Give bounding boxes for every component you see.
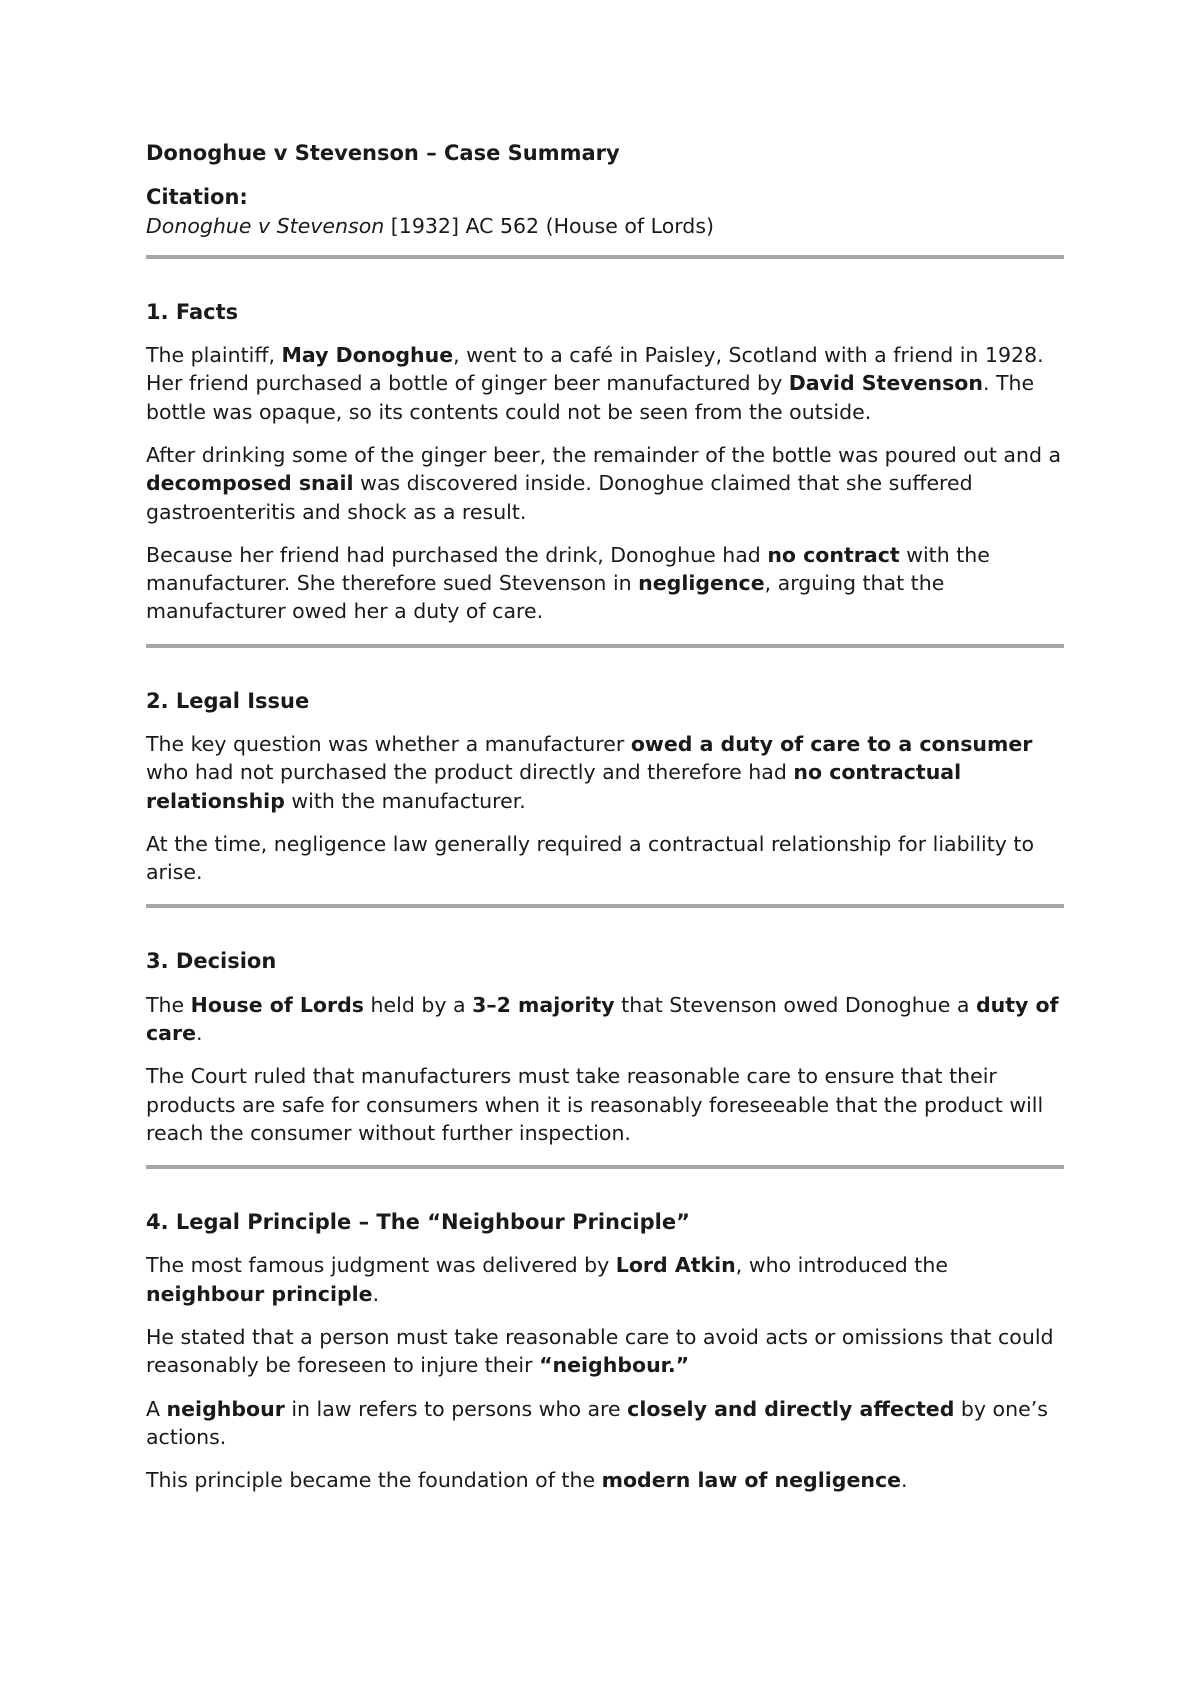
paragraph	[146, 730, 1064, 815]
section-heading: 4. Legal Principle – The “Neighbour Principle”	[146, 1210, 690, 1235]
text-run: At the time, negligence law generally required a contractual relationship for liability to arise.	[146, 831, 1034, 885]
paragraph	[146, 1466, 1064, 1494]
citation-label: Citation:	[146, 185, 248, 210]
text-run: This principle became the foundation of the	[146, 1468, 602, 1493]
paragraph	[146, 991, 1064, 1048]
paragraph	[146, 541, 1064, 626]
text-run: in law refers to persons who are	[284, 1396, 628, 1421]
citation-case-name: Donoghue v Stevenson	[146, 213, 385, 238]
bold-text: duty of care	[146, 992, 1059, 1045]
text-run: .	[196, 1020, 203, 1045]
section-heading: 1. Facts	[146, 299, 239, 324]
section-4	[146, 1209, 1064, 1494]
bold-text: “neighbour.”	[539, 1353, 690, 1378]
text-run: The plaintiff,	[146, 343, 282, 368]
section-divider	[146, 1165, 1064, 1169]
paragraph	[146, 1395, 1064, 1452]
bold-text: no contract	[767, 542, 900, 567]
text-run: .	[901, 1468, 908, 1493]
text-run: A	[146, 1396, 167, 1421]
section-2	[146, 688, 1064, 887]
section-divider	[146, 644, 1064, 648]
text-run: with the manufacturer. She therefore sued Stevenson in	[146, 542, 990, 596]
text-run: , who introduced the	[735, 1253, 948, 1278]
text-run: Because her friend had purchased the drink, Donoghue had	[146, 542, 768, 567]
text-run: .	[372, 1281, 380, 1306]
text-run: , went to a café in Paisley, Scotland with a friend in 1928. Her friend purchased a bottle of ginger beer manufactured by	[146, 343, 1044, 396]
paragraph	[146, 1323, 1064, 1380]
paragraph	[146, 341, 1064, 426]
text-run: The key question was whether a manufacturer	[146, 732, 631, 756]
text-run: was discovered inside. Donoghue claimed that she suffered gastroenteritis and shock as a result.	[146, 471, 973, 524]
bold-text: House of Lords	[190, 992, 365, 1017]
section-divider	[146, 255, 1064, 259]
bold-text: Lord Atkin	[615, 1253, 736, 1278]
text-run: The	[146, 992, 191, 1017]
bold-text: no contractual relationship	[146, 760, 962, 813]
paragraph	[146, 1062, 1064, 1147]
text-run: with the manufacturer.	[284, 788, 526, 813]
section-heading: 3. Decision	[146, 949, 277, 974]
bold-text: neighbour	[166, 1396, 285, 1421]
text-run: held by a	[364, 992, 473, 1017]
section-1	[146, 299, 1064, 626]
document-body	[146, 140, 1064, 1494]
bold-text: closely and directly affected	[627, 1396, 955, 1421]
bold-text: modern law of negligence	[601, 1468, 902, 1493]
sections-container	[146, 299, 1064, 1495]
text-run: He stated that a person must take reasonable care to avoid acts or omissions that could reasonably be foreseen to injure their	[146, 1324, 1054, 1378]
section-divider	[146, 904, 1064, 908]
text-run: After drinking some of the ginger beer, the remainder of the bottle was poured out and a	[146, 443, 1062, 468]
bold-text: neighbour principle	[146, 1281, 373, 1306]
text-run: . The bottle was opaque, so its contents could not be seen from the outside.	[146, 371, 1035, 424]
text-run: that Stevenson owed Donoghue a	[614, 992, 976, 1017]
text-run: who had not purchased the product directly and therefore had	[146, 760, 794, 785]
section-heading: 2. Legal Issue	[146, 688, 310, 713]
citation-reference: [1932] AC 562 (House of Lords)	[384, 213, 714, 238]
paragraph	[146, 830, 1064, 887]
section-3	[146, 948, 1064, 1147]
paragraph	[146, 1251, 1064, 1308]
bold-text: owed a duty of care to a consumer	[630, 732, 1033, 756]
bold-text: negligence	[638, 571, 765, 596]
bold-text: 3–2 majority	[472, 992, 615, 1017]
bold-text: May Donoghue	[281, 343, 454, 368]
text-run: , arguing that the manufacturer owed her a duty of care.	[146, 571, 945, 624]
citation-text	[146, 212, 1064, 240]
text-run: The Court ruled that manufacturers must take reasonable care to ensure that their products are safe for consumers when it is reasonably foreseeable that the product will reach the consumer without further inspection.	[146, 1064, 1044, 1145]
paragraph	[146, 441, 1064, 526]
text-run: The most famous judgment was delivered by	[146, 1253, 616, 1278]
document-title: Donoghue v Stevenson – Case Summary	[146, 141, 620, 165]
bold-text: David Stevenson	[788, 371, 983, 396]
text-run: by one’s actions.	[146, 1396, 1048, 1449]
bold-text: decomposed snail	[146, 471, 354, 496]
